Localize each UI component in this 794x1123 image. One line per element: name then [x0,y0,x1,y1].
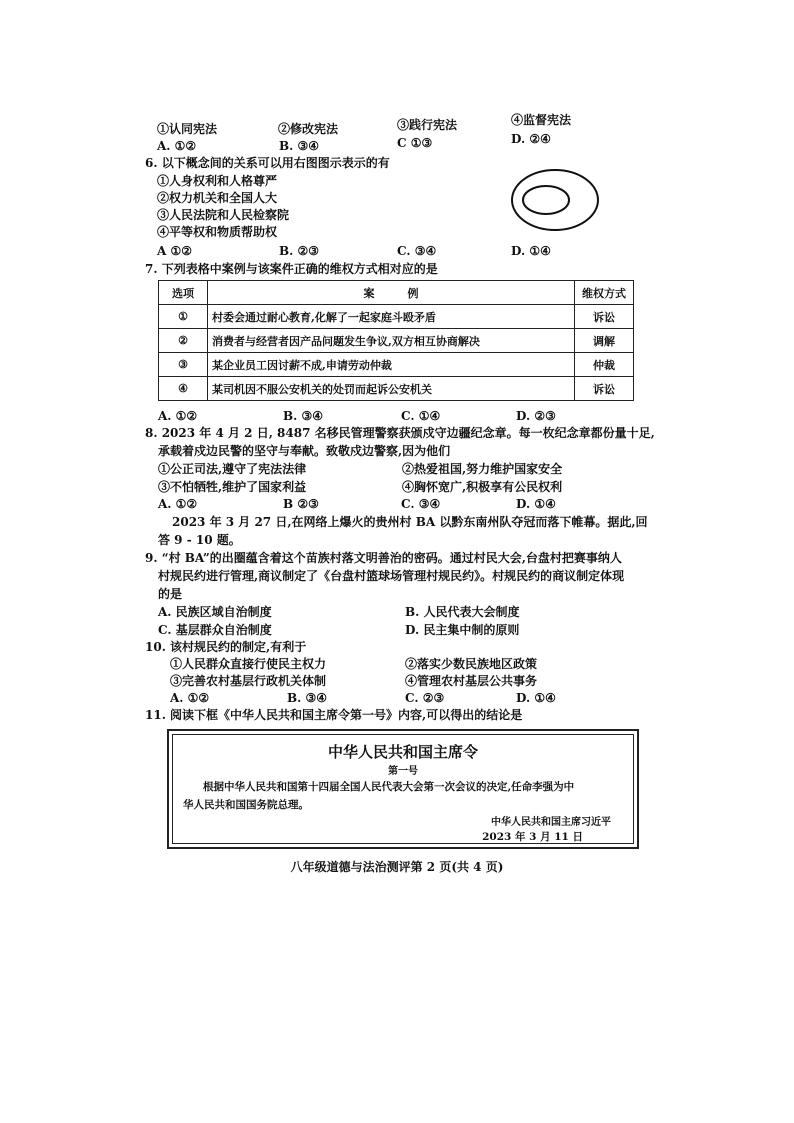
q9-stem-line3: 的是 [158,587,183,601]
q9-answer-a: A. 民族区域自治制度 [158,605,272,619]
order-signature: 中华人民共和国主席习近平 [491,817,611,828]
q10-answer-d: D. ①④ [516,691,556,705]
q6-answer-c: C. ③④ [397,244,437,258]
q5-option-2: ②修改宪法 [278,122,339,136]
table-header-row [159,281,634,305]
q9-answer-d: D. 民主集中制的原则 [405,623,520,637]
q5-answer-b: B. ③④ [279,139,320,153]
q7-answer-d: D. ②③ [516,409,556,423]
q10-option-2: ②落实少数民族地区政策 [405,657,538,671]
row-case: 某企业员工因讨薪不成,申请劳动仲裁 [208,353,575,377]
q8-answer-b: B ②③ [283,497,319,511]
q10-option-4: ④管理农村基层公共事务 [405,674,538,688]
order-number: 第一号 [388,766,418,777]
q8-answer-d: D. ①④ [516,497,556,511]
q9-stem-line1: 9. “村 BA”的出圈蕴含着这个苗族村落文明善治的密码。通过村民大会,台盘村把赛事纳人 [145,551,622,565]
row-case: 村委会通过耐心教育,化解了一起家庭斗殴矛盾 [208,305,575,329]
outer-ellipse [512,170,598,230]
q10-stem: 10. 该村规民约的制定,有利于 [145,640,307,654]
q6-stem: 6. 以下概念间的关系可以用右图图示表示的有 [145,156,390,170]
order-date: 2023 年 3 月 11 日 [482,831,583,843]
page-footer: 八年级道德与法治测评第 2 页(共 4 页) [290,860,504,874]
q5-option-1: ①认同宪法 [157,122,218,136]
q7-stem: 7. 下列表格中案例与该案件正确的维权方式相对应的是 [145,262,438,276]
row-case: 消费者与经营者因产品问题发生争议,双方相互协商解决 [208,329,575,353]
table-row [159,377,634,401]
order-title: 中华人民共和国主席令 [327,743,478,761]
q6-item-3: ③人民法院和人民检察院 [157,208,290,222]
row-method: 诉讼 [575,377,634,401]
q5-answer-d: D. ②④ [511,132,551,146]
q10-answer-b: B. ③④ [287,691,328,705]
q6-item-4: ④平等权和物质帮助权 [157,225,278,239]
q8-option-3: ③不怕牺牲,维护了国家利益 [158,480,307,494]
intro-line2: 答 9 - 10 题。 [158,533,241,547]
row-method: 诉讼 [575,305,634,329]
q8-stem-line1: 8. 2023 年 4 月 2 日, 8487 名移民管理警察获颁戍守边疆纪念章。每一枚纪念章都份量十足, [145,426,655,440]
intro-line1: 2023 年 3 月 27 日,在网络上爆火的贵州村 BA 以黔东南州队夺冠而落下帷幕。据此,回 [172,515,648,529]
q10-answer-c: C. ②③ [405,691,445,705]
q6-answer-a: A ①② [157,244,193,258]
q7-answer-b: B. ③④ [283,409,324,423]
q7-answer-a: A. ①② [158,409,198,423]
presidential-order-box [167,729,639,849]
q10-option-3: ③完善农村基层行政机关体制 [170,674,327,688]
inner-ellipse [523,186,569,214]
q6-answer-d: D. ①④ [511,244,551,258]
q9-answer-c: C. 基层群众自治制度 [158,623,272,637]
q6-item-1: ①人身权利和人格尊严 [157,174,278,188]
q11-stem: 11. 阅读下框《中华人民共和国主席令第一号》内容,可以得出的结论是 [145,708,523,722]
header-method: 维权方式 [575,281,634,305]
order-body-line1: 根据中华人民共和国第十四届全国人民代表大会第一次会议的决定,任命李强为中 [203,781,575,793]
row-method: 仲裁 [575,353,634,377]
header-case: 案 例 [208,281,575,305]
table-row [159,353,634,377]
header-option: 选项 [159,281,208,305]
case-table [158,280,634,401]
row-no: ② [159,329,208,353]
q10-answer-a: A. ①② [170,691,210,705]
q7-answer-c: C. ①④ [401,409,441,423]
q5-option-3: ③践行宪法 [397,118,458,132]
order-inner-frame [172,734,634,844]
row-no: ③ [159,353,208,377]
order-body-line2: 华人民共和国国务院总理。 [183,799,309,811]
row-no: ① [159,305,208,329]
row-no: ④ [159,377,208,401]
q6-item-2: ②权力机关和全国人大 [157,191,278,205]
q9-answer-b: B. 人民代表大会制度 [405,605,520,619]
table-row [159,305,634,329]
q8-stem-line2: 承载着戍边民警的坚守与奉献。致敬戍边警察,因为他们 [158,444,451,458]
q10-option-1: ①人民群众直接行使民主权力 [170,657,327,671]
q6-answer-b: B. ②③ [279,244,320,258]
q8-option-1: ①公正司法,遵守了宪法法律 [158,462,307,476]
q8-answer-a: A. ①② [158,497,198,511]
q9-stem-line2: 村规民约进行管理,商议制定了《台盘村篮球场管理村规民约》。村规民约的商议制定体现 [158,569,625,583]
table-row [159,329,634,353]
row-case: 某司机因不服公安机关的处罚而起诉公安机关 [208,377,575,401]
q8-answer-c: C. ③④ [401,497,441,511]
nested-ellipse-diagram [510,168,600,232]
row-method: 调解 [575,329,634,353]
q8-option-4: ④胸怀宽广,积极享有公民权利 [402,480,563,494]
q5-option-4: ④监督宪法 [511,113,572,127]
q8-option-2: ②热爱祖国,努力维护国家安全 [402,462,563,476]
q5-answer-a: A. ①② [157,139,197,153]
q5-answer-c: C ①③ [397,136,433,150]
